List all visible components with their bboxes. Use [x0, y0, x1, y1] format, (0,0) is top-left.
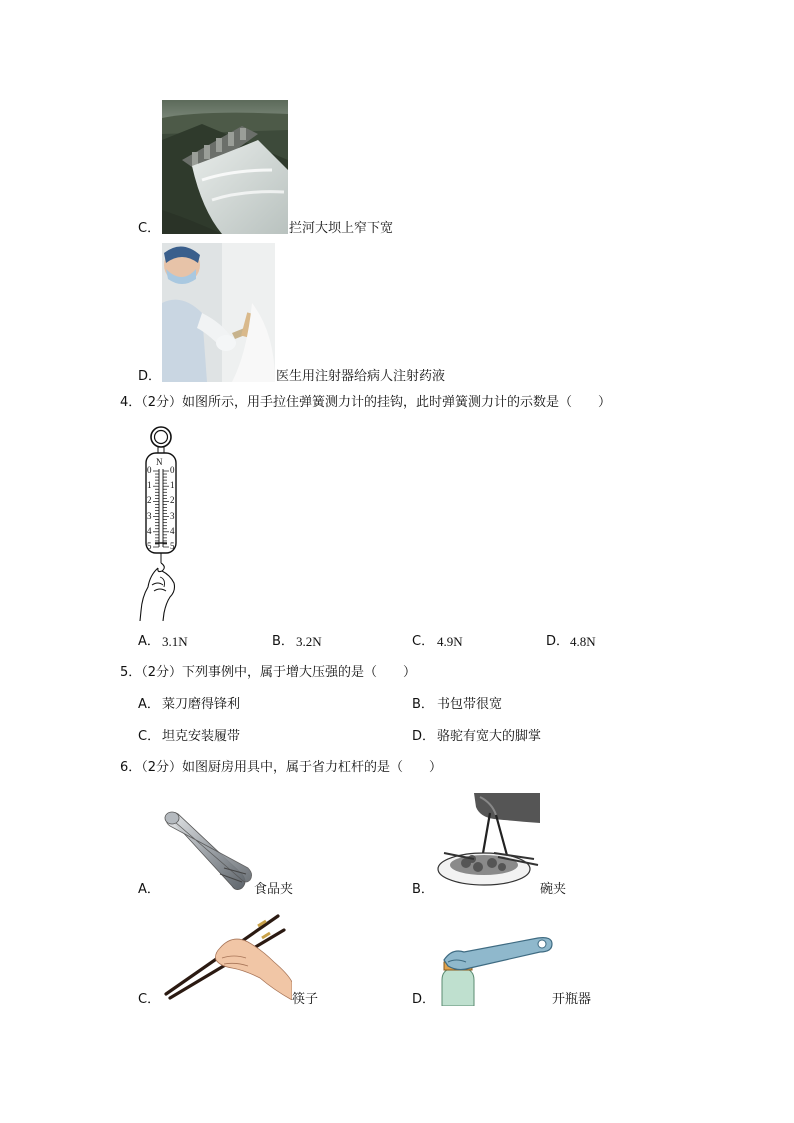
q5-option-c-text: 坦克安装履带 [162, 729, 241, 744]
spring-scale-figure [136, 425, 184, 621]
q6-option-d-letter[interactable]: D． [412, 992, 436, 1007]
q5-option-d-text: 骆驼有宽大的脚掌 [437, 729, 542, 744]
q4-option-a-letter[interactable]: A． [138, 634, 160, 649]
gauge-scale-label: 3 [147, 510, 152, 521]
q3-option-c-text: 拦河大坝上窄下宽 [289, 221, 394, 236]
q4-option-c-letter[interactable]: C． [412, 634, 435, 649]
gauge-unit-label: N [156, 457, 163, 467]
gauge-scale-label: 4 [170, 525, 175, 536]
q4-option-a-text: 3.1N [162, 634, 188, 649]
gauge-scale-label: 4 [147, 525, 152, 536]
q3-option-d-text: 医生用注射器给病人注射药液 [276, 369, 446, 384]
gauge-scale-label: 0 [147, 465, 152, 475]
injection-photo [162, 243, 275, 382]
dam-photo [162, 100, 288, 234]
q6-option-a-letter[interactable]: A． [138, 882, 160, 897]
gauge-scale-label: 2 [170, 495, 175, 506]
q6-option-b-text: 碗夹 [540, 882, 567, 897]
q4-stem: 4．（2分）如图所示，用手拉住弹簧测力计的挂钩，此时弹簧测力计的示数是（ ） [120, 395, 612, 410]
q6-option-c-text: 筷子 [292, 992, 319, 1007]
q5-option-b-text: 书包带很宽 [437, 697, 503, 712]
chopsticks-image [162, 912, 292, 1000]
gauge-scale-label: 5 [170, 541, 175, 551]
q6-stem: 6．（2分）如图厨房用具中，属于省力杠杆的是（ ） [120, 760, 443, 775]
q4-option-c-text: 4.9N [437, 634, 463, 649]
q4-option-b-text: 3.2N [296, 634, 322, 649]
gauge-scale-label: 1 [170, 480, 175, 491]
gauge-scale-label: 5 [147, 541, 152, 551]
q5-option-b-letter[interactable]: B． [412, 697, 434, 712]
q5-option-a-letter[interactable]: A． [138, 697, 160, 712]
q6-option-b-letter[interactable]: B． [412, 882, 434, 897]
q4-option-b-letter[interactable]: B． [272, 634, 294, 649]
q3-option-c-letter[interactable]: C． [138, 221, 161, 236]
q4-option-d-letter[interactable]: D． [546, 634, 570, 649]
food-tongs-image [162, 808, 254, 894]
q5-option-d-letter[interactable]: D． [412, 729, 436, 744]
gauge-scale-label: 0 [170, 465, 175, 475]
gauge-scale-label: 3 [170, 510, 175, 521]
gauge-scale-label: 2 [147, 495, 152, 506]
q5-stem: 5．（2分）下列事例中，属于增大压强的是（ ） [120, 665, 417, 680]
q6-option-c-letter[interactable]: C． [138, 992, 161, 1007]
q5-option-c-letter[interactable]: C． [138, 729, 161, 744]
q3-option-d-letter[interactable]: D． [138, 369, 162, 384]
bottle-opener-image [434, 932, 554, 1006]
q5-option-a-text: 菜刀磨得锋利 [162, 697, 241, 712]
q6-option-a-text: 食品夹 [254, 882, 294, 897]
q4-option-d-text: 4.8N [570, 634, 596, 649]
gauge-scale-label: 1 [147, 480, 152, 491]
bowl-clip-image [434, 793, 540, 893]
q6-option-d-text: 开瓶器 [552, 992, 592, 1007]
